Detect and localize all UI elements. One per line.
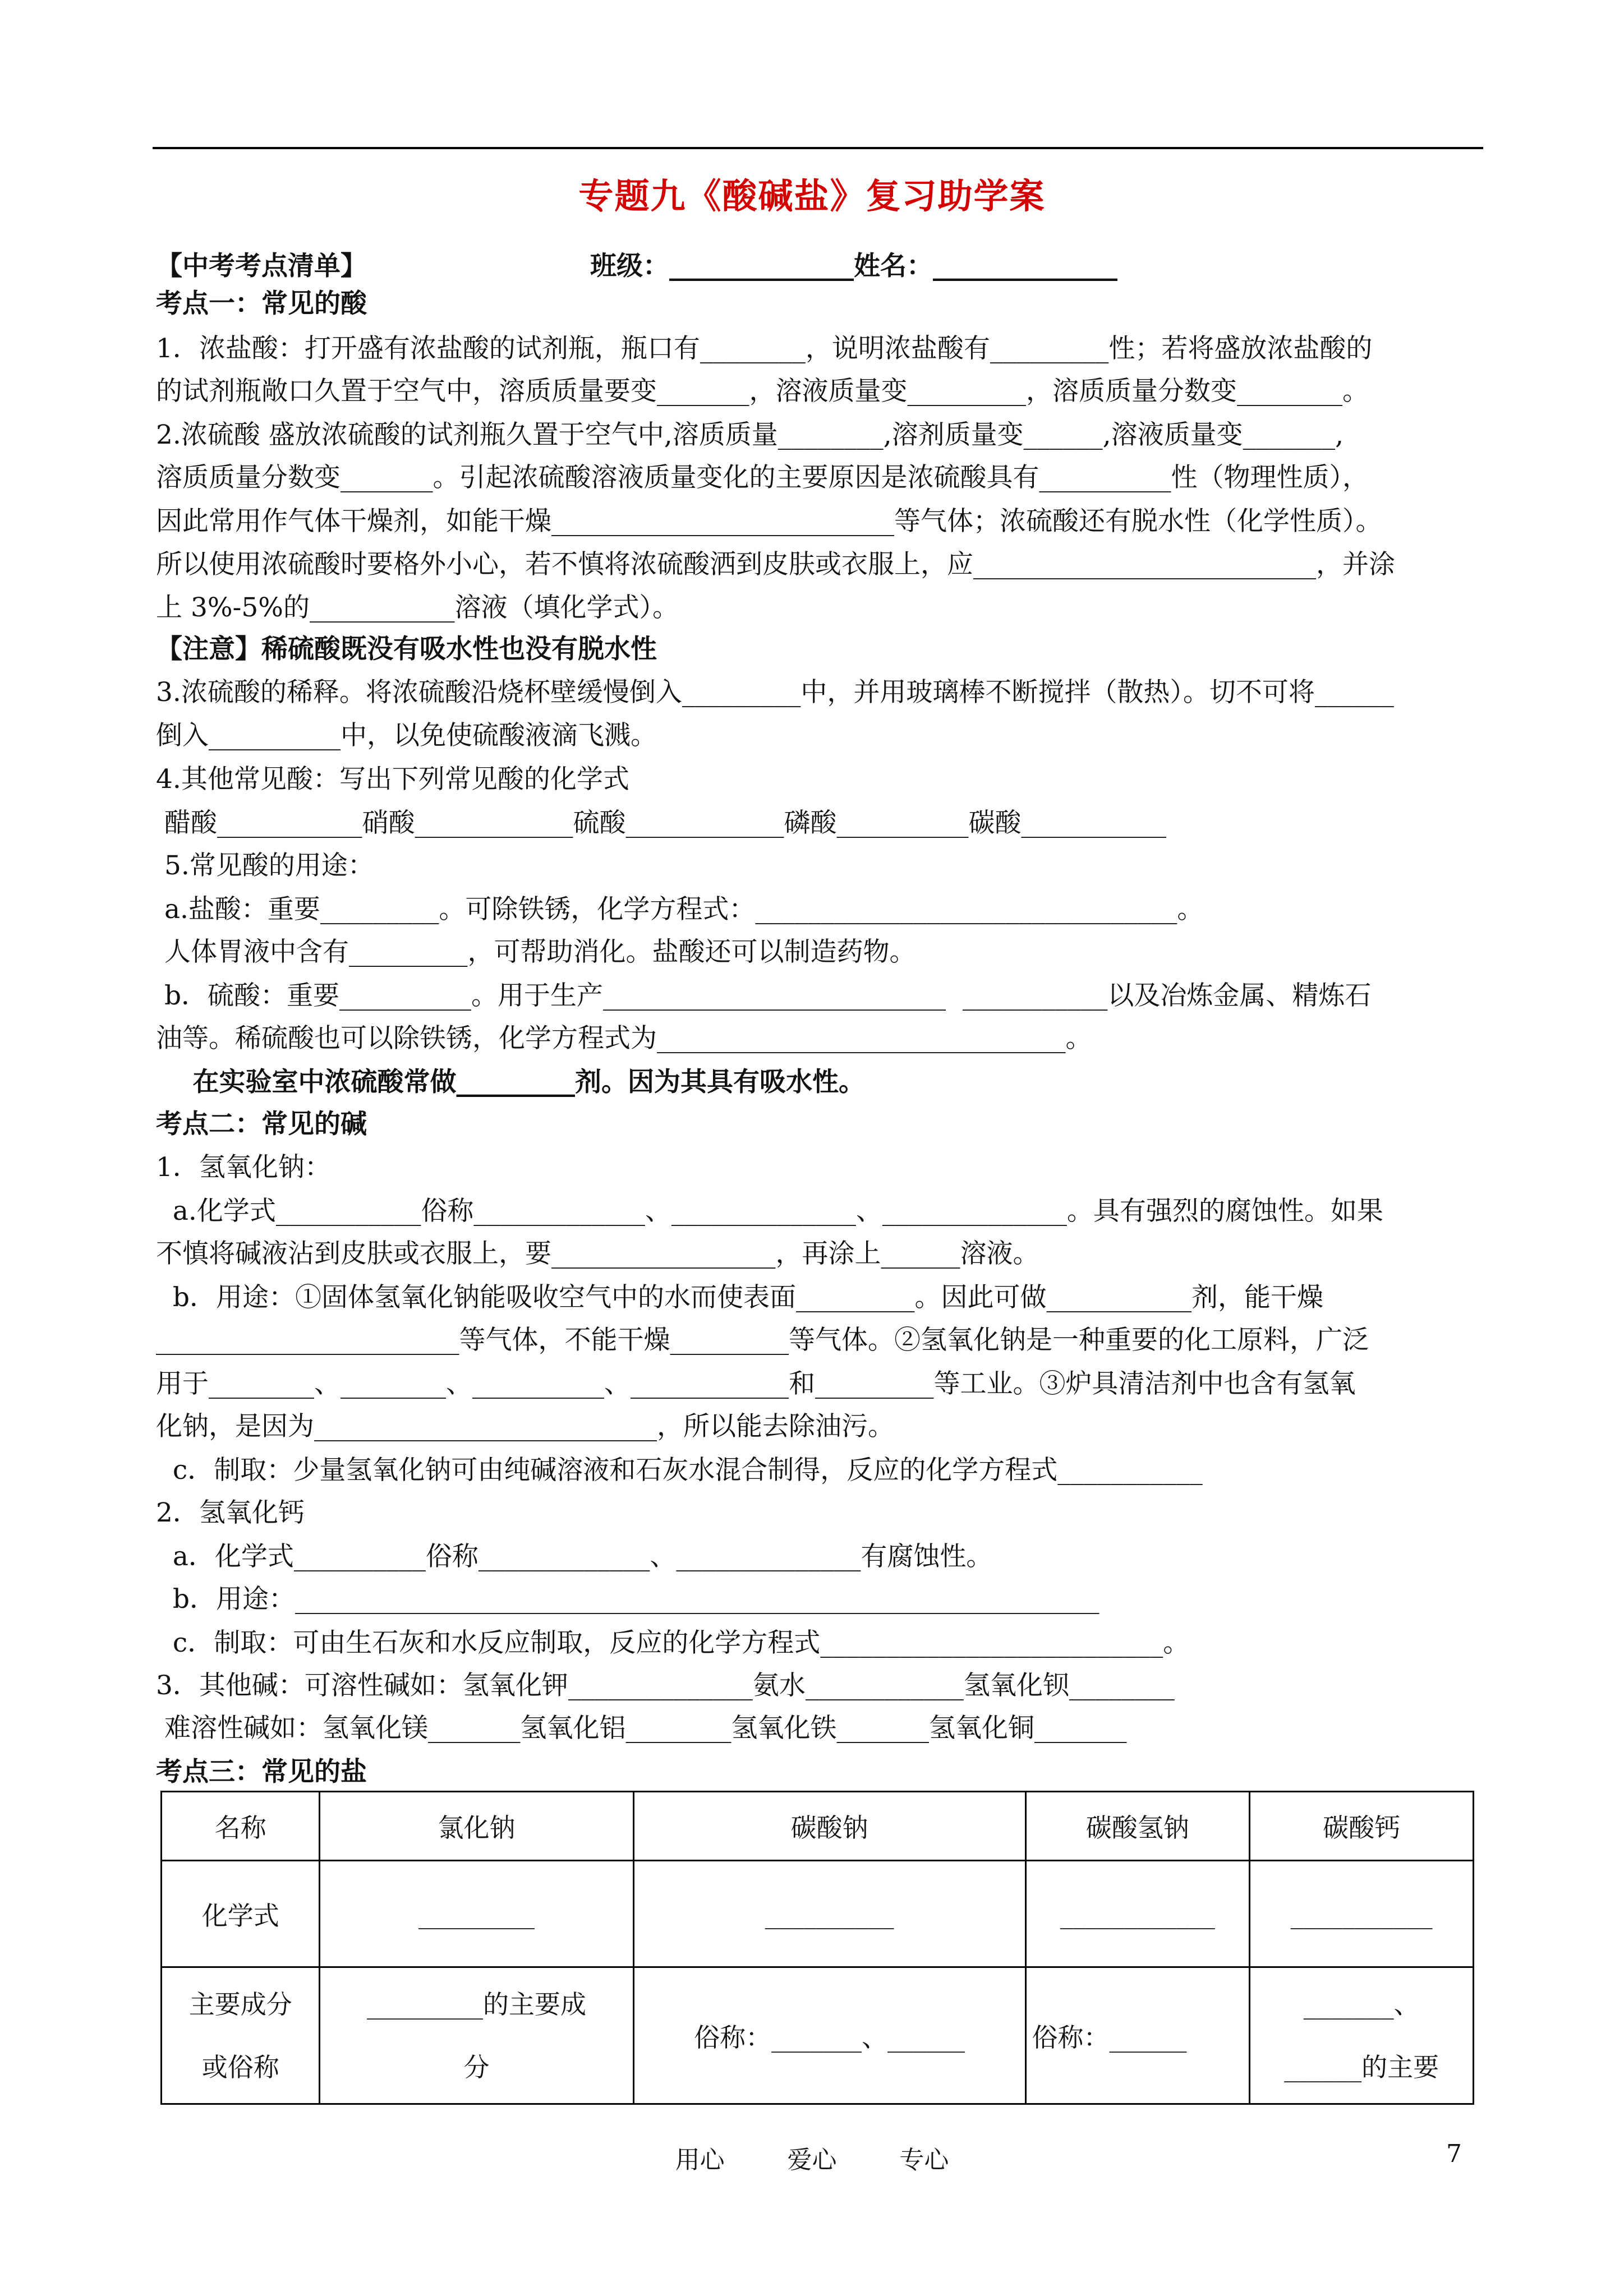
cell-line: ______的主要	[1284, 2051, 1439, 2082]
text-line: 5.常见酸的用途：	[156, 850, 374, 881]
cell-line: 分	[463, 2051, 490, 2082]
text-line: 2．氢氧化钙	[156, 1497, 305, 1528]
text-line: 化钠，是因为__________________________，所以能去除油污。	[156, 1411, 894, 1442]
text-line: 上 3%-5%的___________溶液（填化学式）。	[156, 592, 679, 623]
text-line: 所以使用浓硫酸时要格外小心，若不慎将浓硫酸洒到皮肤或衣服上，应__________________________，并涂	[156, 549, 1395, 580]
text-line: 1．浓盐酸：打开盛有浓盐酸的试剂瓶，瓶口有________，说明浓盐酸有_________性；若将盛放浓盐酸的	[156, 333, 1373, 364]
text-line: a.化学式___________俗称_____________、______________、______________。具有强烈的腐蚀性。如果	[156, 1196, 1383, 1227]
page-title: 专题九《酸碱盐》复习助学案	[578, 176, 1046, 216]
section-header-left: 【中考考点清单】	[156, 251, 367, 282]
text-line: 油等。稀硫酸也可以除铁锈，化学方程式为_______________________________。	[156, 1023, 1092, 1054]
footer-text: 用心 爱心 专心	[675, 2146, 949, 2174]
table-cell: 俗称：_______、______	[633, 1967, 1025, 2104]
text-line: 倒入__________中，以免使硫酸液滴飞溅。	[156, 720, 657, 751]
table-header-cell: 碳酸氢钠	[1025, 1792, 1250, 1861]
cell-line: _________的主要成	[367, 1989, 587, 2020]
text-line: 难溶性碱如：氢氧化镁_______氢氧化铝________氢氧化铁_______氢氧化铜_______	[156, 1713, 1127, 1744]
class-name-fields: 班级：______________姓名：______________	[590, 251, 1117, 282]
text-line: 1．氢氧化钠：	[156, 1152, 331, 1183]
text-line: 4.其他常见酸：写出下列常见酸的化学式	[156, 764, 629, 795]
page-number: 7	[1446, 2140, 1462, 2168]
text-line: 因此常用作气体干燥剂，如能干燥__________________________等气体；浓硫酸还有脱水性（化学性质）。	[156, 506, 1382, 537]
text-line: 醋酸___________硝酸____________硫酸____________磷酸__________碳酸___________	[156, 808, 1166, 838]
text-line: a.盐酸：重要_________。可除铁锈，化学方程式：________________________________。	[156, 894, 1204, 925]
table-cell: 俗称：______	[1025, 1967, 1250, 2104]
text-line: c．制取：少量氢氧化钠可由纯碱溶液和石灰水混合制得，反应的化学方程式___________	[156, 1455, 1203, 1486]
table-row	[162, 1861, 1474, 1967]
table-cell: ____________	[1025, 1861, 1250, 1967]
text-line: b．用途：①固体氢氧化钠能吸收空气中的水而使表面_________。因此可做___________剂，能干燥	[156, 1282, 1323, 1313]
table-cell: __________	[633, 1861, 1025, 1967]
text-line: 不慎将碱液沾到皮肤或衣服上，要_________________，再涂上______溶液。	[156, 1238, 1039, 1269]
text-line: c．制取：可由生石灰和水反应制取，反应的化学方程式__________________________。	[156, 1628, 1190, 1658]
section-3-title: 考点三：常见的盐	[156, 1756, 367, 1787]
section-1-title: 考点一：常见的酸	[156, 288, 367, 319]
table-cell: 化学式	[162, 1861, 320, 1967]
text-line-bold: 在实验室中浓硫酸常做_________剂。因为其具有吸水性。	[156, 1067, 865, 1098]
text-line: b．硫酸：重要__________。用于生产__________________________ ___________以及冶炼金属、精炼石	[156, 980, 1372, 1011]
table-header-cell: 名称	[162, 1792, 320, 1861]
note: 【注意】稀硫酸既没有吸水性也没有脱水性	[156, 634, 657, 665]
text-line: 人体胃液中含有_________，可帮助消化。盐酸还可以制造药物。	[156, 937, 916, 967]
table-header-cell: 碳酸钙	[1250, 1792, 1474, 1861]
cell-line: _______、	[1303, 1989, 1420, 2020]
text-line: 用于________、________、__________、____________和_________等工业。③炉具清洁剂中也含有氢氧	[156, 1368, 1356, 1399]
text-line: 3．其他碱：可溶性碱如：氢氧化钾______________氨水____________氢氧化钡________	[156, 1670, 1175, 1701]
text-line: 的试剂瓶敞口久置于空气中，溶质质量要变_______，溶液质量变_________，溶质质量分数变________。	[156, 376, 1369, 407]
table-row	[162, 1967, 1474, 2104]
table-cell	[162, 1967, 320, 2104]
table-cell	[1250, 1967, 1474, 2104]
table-header-cell: 氯化钠	[320, 1792, 633, 1861]
table-cell	[320, 1967, 633, 2104]
cell-line: 或俗称	[201, 2051, 279, 2082]
text-line: 2.浓硫酸 盛放浓硫酸的试剂瓶久置于空气中,溶质质量________,溶剂质量变______,溶液质量变_______,	[156, 419, 1344, 450]
table-cell: _________	[320, 1861, 633, 1967]
text-line: a．化学式__________俗称_____________、______________有腐蚀性。	[156, 1541, 993, 1572]
text-line: b．用途：_____________________________________________________________	[156, 1584, 1099, 1615]
salts-table	[160, 1791, 1474, 2105]
text-line: 溶质质量分数变_______。引起浓硫酸溶液质量变化的主要原因是浓硫酸具有__________性（物理性质），	[156, 462, 1369, 493]
section-2-title: 考点二：常见的碱	[156, 1109, 367, 1140]
table-header-row	[162, 1792, 1474, 1861]
text-line: 3.浓硫酸的稀释。将浓硫酸沿烧杯壁缓慢倒入_________中，并用玻璃棒不断搅拌（散热）。切不可将______	[156, 677, 1394, 708]
text-line: _______________________等气体，不能干燥_________等气体。②氢氧化钠是一种重要的化工原料，广泛	[156, 1325, 1369, 1356]
table-header-cell: 碳酸钠	[633, 1792, 1025, 1861]
header-rule	[153, 147, 1483, 149]
table-cell: ___________	[1250, 1861, 1474, 1967]
cell-line: 主要成分	[188, 1989, 292, 2020]
